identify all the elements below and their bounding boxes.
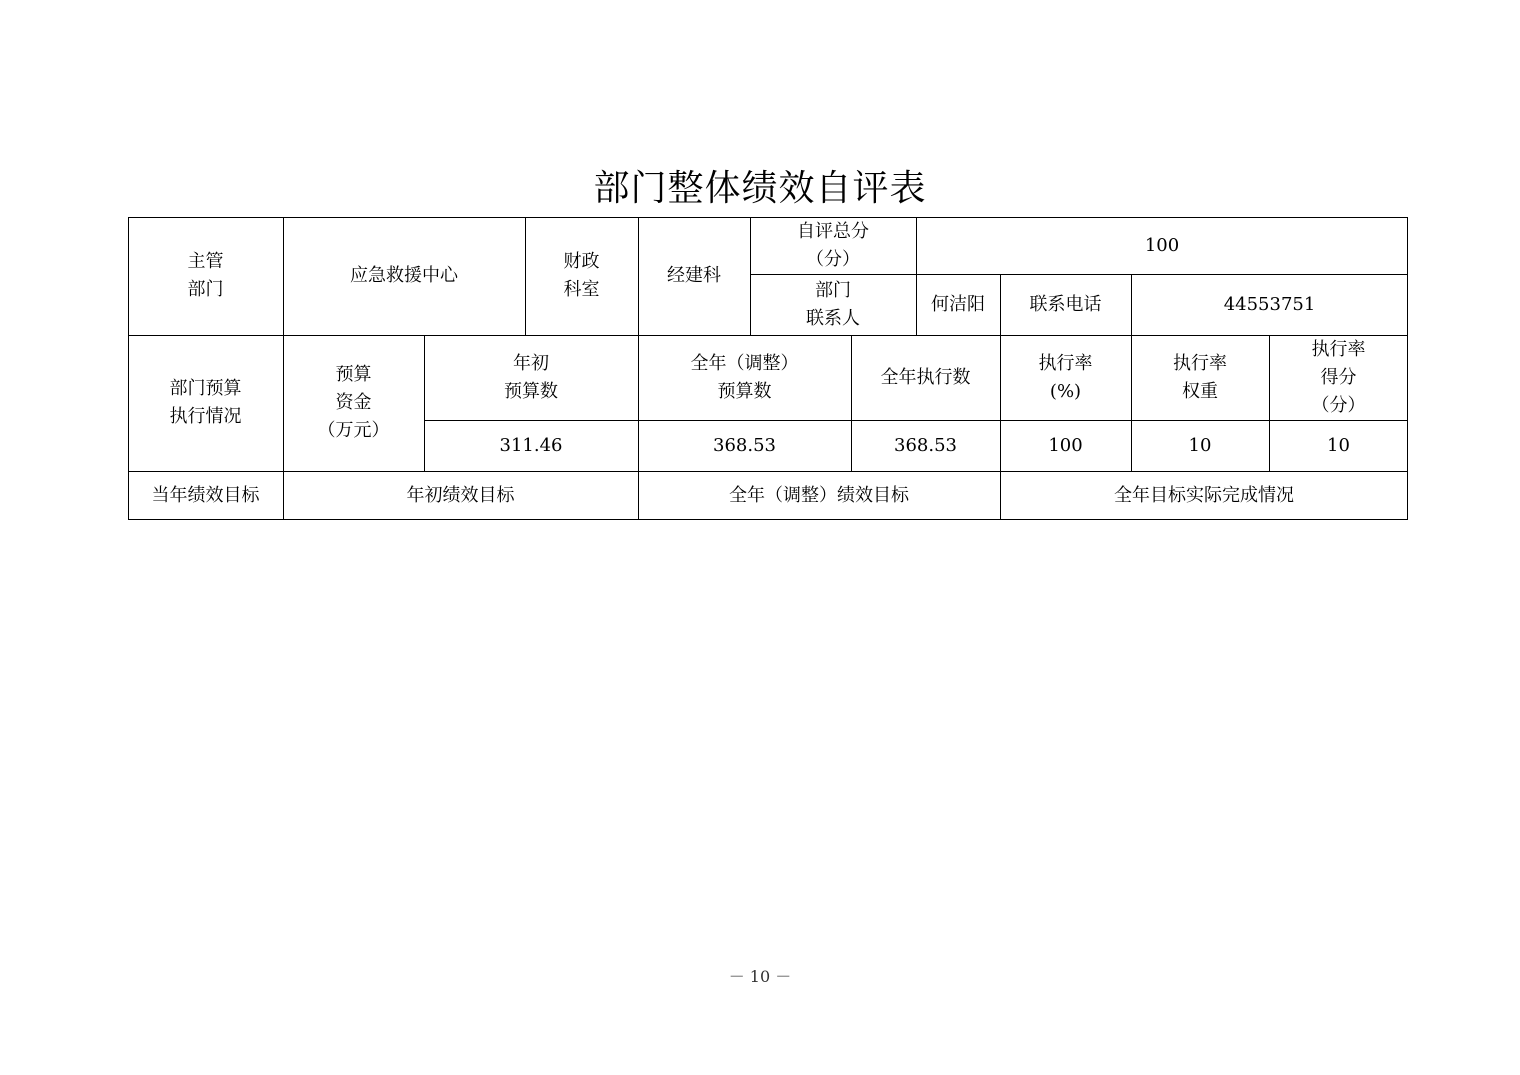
score-value: 10 — [1327, 434, 1350, 456]
adjusted-budget-header: 全年（调整） 预算数 — [690, 352, 799, 402]
contact-label: 部门 联系人 — [806, 279, 860, 329]
executed-value: 368.53 — [894, 434, 957, 456]
budget-funds-label: 预算 资金 （万元） — [317, 364, 390, 441]
dept-value: 应急救援中心 — [350, 265, 458, 286]
finance-label: 财政 科室 — [563, 251, 600, 300]
weight-header: 执行率 权重 — [1173, 352, 1227, 402]
score-header: 执行率 得分 （分） — [1311, 338, 1366, 416]
goals-label: 当年绩效目标 — [151, 484, 260, 506]
rate-header: 执行率 (%) — [1038, 352, 1093, 402]
executed-header: 全年执行数 — [880, 366, 971, 388]
finance-value: 经建科 — [667, 265, 721, 286]
adjusted-budget-value: 368.53 — [713, 434, 776, 456]
score-label: 自评总分 （分） — [797, 220, 869, 270]
phone-label: 联系电话 — [1029, 293, 1102, 315]
budget-section-label: 部门预算 执行情况 — [169, 378, 242, 427]
performance-table — [128, 217, 1408, 520]
weight-value: 10 — [1188, 434, 1212, 456]
page-number: － 10 － — [728, 967, 792, 986]
initial-goals-header: 年初绩效目标 — [406, 484, 515, 506]
initial-budget-header: 年初 预算数 — [504, 352, 558, 402]
page-title: 部门整体绩效自评表 — [593, 168, 927, 209]
adjusted-goals-header: 全年（调整）绩效目标 — [729, 484, 909, 506]
rate-value: 100 — [1048, 434, 1083, 456]
contact-value: 何洁阳 — [931, 293, 985, 315]
initial-budget-value: 311.46 — [499, 434, 563, 456]
actual-goals-header: 全年目标实际完成情况 — [1114, 484, 1294, 506]
dept-label: 主管 部门 — [187, 251, 224, 300]
score-value: 100 — [1144, 234, 1180, 256]
phone-value: 44553751 — [1223, 293, 1316, 315]
